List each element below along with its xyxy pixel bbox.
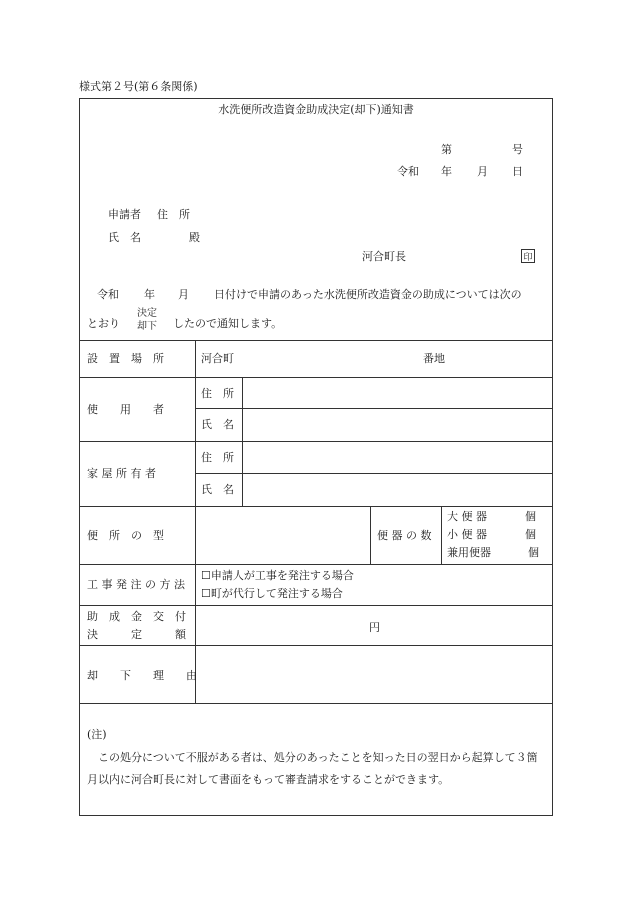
column-divider [370,506,371,564]
column-divider [242,377,243,506]
date-year: 年 [441,165,452,178]
toilet-item-unit: 個 [525,528,536,541]
row-divider [79,605,553,606]
amount-label-line1: 助 成 金 交 付 [87,610,186,623]
user-name-label: 氏 名 [201,418,234,431]
date-month: 月 [477,165,488,178]
row-divider [79,506,553,507]
owner-label: 家 屋 所 有 者 [87,467,156,480]
applicant-name-label: 氏 名 [108,231,141,244]
toilet-type-label: 便 所 の 型 [87,529,164,542]
date-day: 日 [512,165,523,178]
amount-label-line2: 決 定 額 [87,628,186,641]
remarks-body: この処分について不服がある者は、処分のあったことを知った日の翌日から起算して３箇月以内に河合町長に対して書面をもって審査請求をすることができます。 [87,751,538,786]
construction-label: 工 事 発 注 の 方 法 [87,578,185,591]
location-banchi: 番地 [423,352,445,365]
toilet-item-unit: 個 [528,546,539,559]
row-divider [79,340,553,341]
issuer-title: 河合町長 [362,250,406,263]
notice-text-line1: 日付けで申請のあった水洗便所改造資金の助成については次の [214,288,522,301]
row-divider [79,703,553,704]
construction-option-applicant[interactable] [201,570,354,581]
checkbox-icon[interactable]: ☐ [201,569,211,582]
applicant-address-label: 住 所 [157,208,190,221]
choice-decision: 決定 [137,308,157,319]
column-divider [441,506,442,564]
form-id: 様式第２号(第６条関係) [79,80,198,93]
row-divider [195,408,553,409]
toilet-count-label: 便 器 の 数 [377,529,432,542]
owner-address-label: 住 所 [201,451,234,464]
number-prefix: 第 [441,143,452,156]
form-title: 水洗便所改造資金助成決定(却下)通知書 [218,103,414,116]
notice-text-line2: したので通知します。 [173,317,283,330]
amount-unit: 円 [369,621,380,634]
toilet-item-unit: 個 [525,510,536,523]
notice-text-toori: とおり [87,317,120,330]
date-era: 令和 [397,165,419,178]
rejection-reason-label: 却 下 理 由 [87,669,197,682]
column-divider [195,340,196,703]
remarks-heading: (注) [87,728,107,741]
toilet-item-name: 大 便 器 [447,510,487,523]
construction-option-label: 町が代行して発注する場合 [210,587,343,600]
applicant-label: 申請者 [108,208,141,221]
location-town: 河合町 [201,352,234,365]
row-divider [195,473,553,474]
number-suffix: 号 [512,143,523,156]
form-frame [79,98,553,816]
construction-option-town[interactable] [201,588,343,599]
toilet-item-name: 兼用便器 [447,546,491,559]
row-divider [79,645,553,646]
choice-rejection: 却下 [137,321,157,332]
toilet-item-name: 小 便 器 [447,528,487,541]
row-divider [79,377,553,378]
owner-name-label: 氏 名 [201,483,234,496]
construction-option-label: 申請人が工事を発注する場合 [210,569,354,582]
applicant-honorific: 殿 [189,231,200,244]
row-divider [79,564,553,565]
user-address-label: 住 所 [201,387,234,400]
notice-era: 令和 [97,288,119,301]
location-label: 設 置 場 所 [87,352,164,365]
user-label: 使 用 者 [87,403,164,416]
seal-mark: 印 [521,249,535,263]
notice-month: 月 [178,288,189,301]
checkbox-icon[interactable]: ☐ [201,587,211,600]
row-divider [79,441,553,442]
notice-year: 年 [144,288,155,301]
decision-choice [137,307,157,333]
